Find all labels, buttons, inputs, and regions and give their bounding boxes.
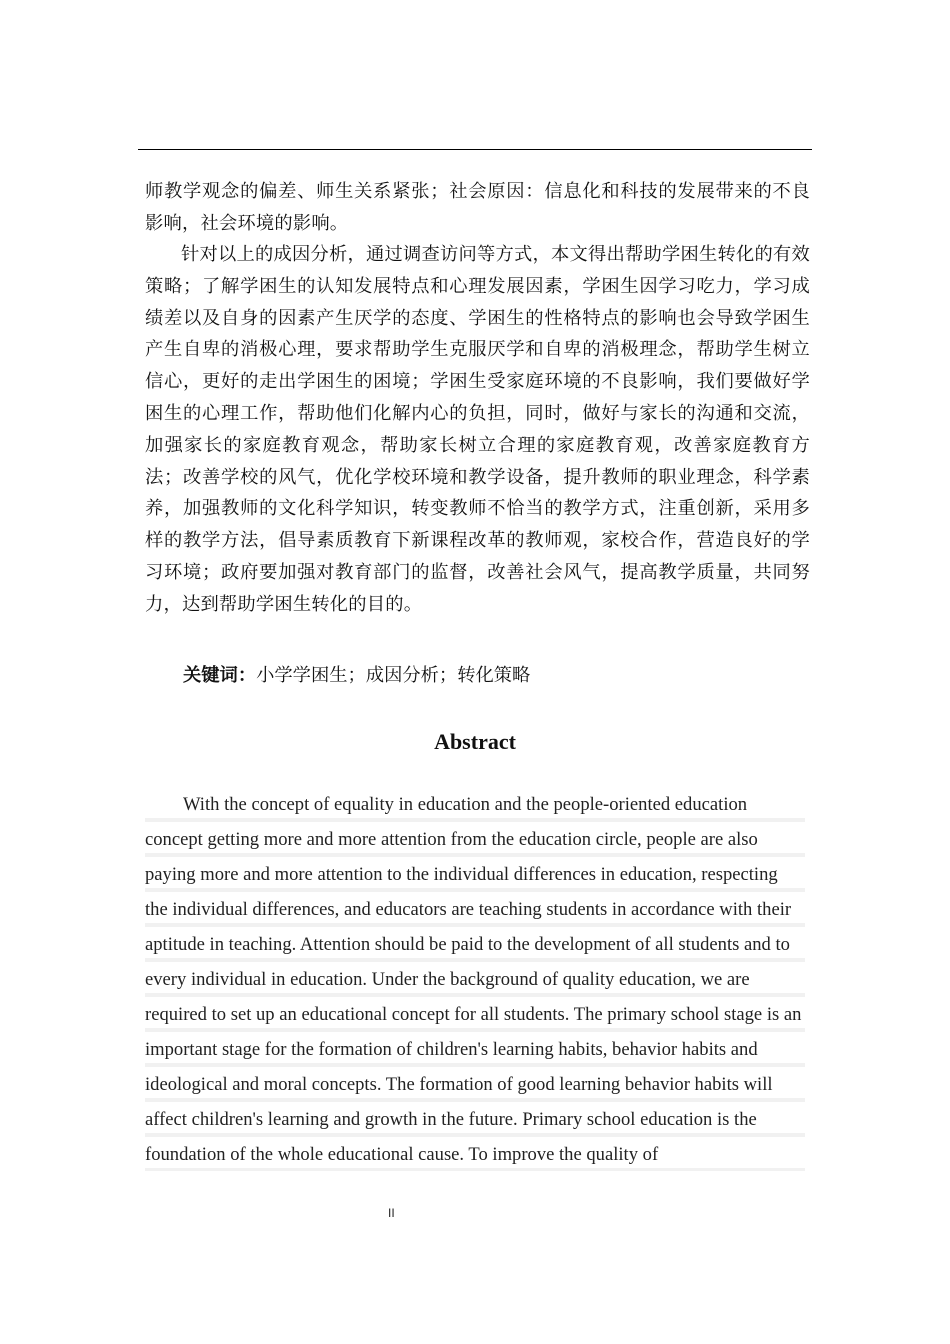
abstract-body: With the concept of equality in education and the people-oriented education concept getting more and more attention from the education circle, people are also paying more and more attention to the individual differences in education, respecting the individual differences, and educators are teaching students in accordance with their aptitude in teaching. Attention should be paid to the development of all students and to every individual in education. Under the background of quality education, we are required to set up an educational concept for all students. The primary school stage is an important stage for the formation of children's learning habits, behavior habits and ideological and moral concepts. The formation of good learning behavior habits will affect children's learning and growth in the future. Primary school education is the foundation of the whole educational cause. To improve the quality of [145,787,805,1171]
abstract-title: Abstract [434,729,516,754]
keywords-line [183,660,530,691]
chinese-paragraph-continuation: 师教学观念的偏差、师生关系紧张；社会原因：信息化和科技的发展带来的不良影响，社会环境的影响。 [145,181,810,234]
page-number: II [388,1206,395,1220]
keywords-label: 关键词： [183,665,257,686]
chinese-paragraph-strategies: 针对以上的成因分析，通过调查访问等方式，本文得出帮助学困生转化的有效策略；了解学困生的认知发展特点和心理发展因素，学困生因学习吃力，学习成绩差以及自身的因素产生厌学的态度、学困生的性格特点的影响也会导致学困生产生自卑的消极心理，要求帮助学生克服厌学和自卑的消极理念，帮助学生树立信心，更好的走出学困生的困境；学困生受家庭环境的不良影响，我们要做好学困生的心理工作，帮助他们化解内心的负担，同时，做好与家长的沟通和交流，加强家长的家庭教育观念，帮助家长树立合理的家庭教育观，改善家庭教育方法；改善学校的风气，优化学校环境和教学设备，提升教师的职业理念，科学素养，加强教师的文化科学知识，转变教师不恰当的教学方式，注重创新，采用多样的教学方法，倡导素质教育下新课程改革的教师观，家校合作，营造良好的学习环境；政府要加强对教育部门的监督，改善社会风气，提高教学质量，共同努力，达到帮助学困生转化的目的。 [145,244,810,615]
keywords-text: 小学学困生；成因分析；转化策略 [256,665,531,686]
header-rule [138,149,812,150]
